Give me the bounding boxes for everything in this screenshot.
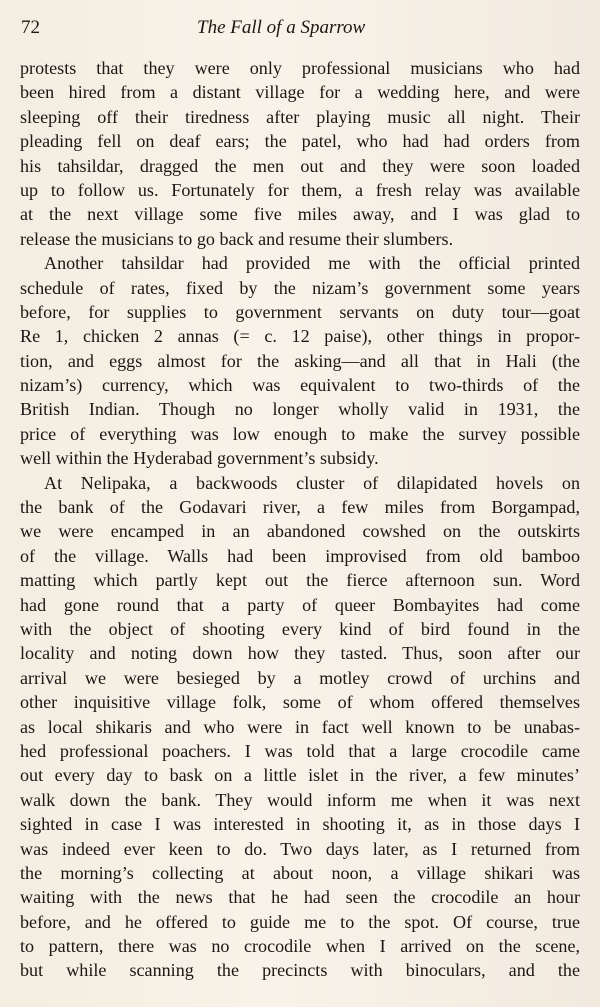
text-line-33: was indeed ever keen to do. Two days later, as I returned from: [20, 838, 580, 859]
text-line-5: his tahsildar, dragged the men out and they were soon loaded: [20, 155, 580, 176]
text-line-8: release the musicians to go back and resume their slumbers.: [20, 228, 454, 249]
text-line-1: protests that they were only professional musicians who had: [20, 58, 580, 78]
text-line-22: matting which partly kept out the fierce afternoon sun. Word: [20, 570, 580, 591]
body-text: [20, 56, 580, 983]
text-line-25: locality and noting down how they tasted. Thus, soon after our: [20, 643, 580, 664]
text-line-18: At Nelipaka, a backwoods cluster of dilapidated hovels on: [44, 472, 580, 493]
running-title: The Fall of a Sparrow: [197, 17, 366, 38]
text-line-31: walk down the bank. They would inform me when it was next: [20, 789, 580, 810]
text-line-3: sleeping off their tiredness after playing music all night. Their: [20, 106, 580, 127]
text-line-36: before, and he offered to guide me to the spot. Of course, true: [20, 911, 580, 932]
text-line-11: before, for supplies to government servants on duty tour—goat: [20, 301, 580, 322]
text-line-12: Re 1, chicken 2 annas (= c. 12 paise), other things in propor-: [20, 326, 580, 347]
text-line-24: with the object of shooting every kind of bird found in the: [20, 618, 580, 639]
text-line-26: arrival we were besieged by a motley crowd of urchins and: [20, 667, 580, 688]
text-line-6: up to follow us. Fortunately for them, a fresh relay was available: [20, 179, 580, 200]
text-line-13: tion, and eggs almost for the asking—and all that in Hali (the: [20, 350, 580, 371]
text-line-30: out every day to bask on a little islet in the river, a few minutes’: [20, 765, 580, 786]
text-line-9: Another tahsildar had provided me with the official printed: [44, 253, 580, 274]
page-header: [0, 14, 600, 42]
text-line-7: at the next village some five miles away, and I was glad to: [20, 204, 580, 225]
text-line-27: other inquisitive village folk, some of whom offered themselves: [20, 692, 580, 713]
text-line-34: the morning’s collecting at about noon, a village shikari was: [20, 862, 580, 883]
text-line-28: as local shikaris and who were in fact well known to be unabas-: [20, 716, 580, 737]
text-line-29: hed professional poachers. I was told that a large crocodile came: [20, 740, 580, 761]
text-line-15: British Indian. Though no longer wholly valid in 1931, the: [20, 399, 580, 420]
text-line-35: waiting with the news that he had seen the crocodile an hour: [20, 887, 580, 908]
text-line-38: but while scanning the precincts with binoculars, and the: [20, 960, 580, 981]
page-number: 72: [21, 17, 40, 38]
text-line-23: had gone round that a party of queer Bombayites had come: [20, 594, 580, 615]
text-line-2: been hired from a distant village for a wedding here, and were: [20, 82, 580, 103]
text-line-14: nizam’s) currency, which was equivalent to two-thirds of the: [20, 375, 580, 396]
text-line-19: the bank of the Godavari river, a few miles from Borgampad,: [20, 497, 580, 518]
text-line-17: well within the Hyderabad government’s subsidy.: [20, 448, 379, 469]
text-line-16: price of everything was low enough to make the survey possible: [20, 423, 580, 444]
text-line-37: to pattern, there was no crocodile when I arrived on the scene,: [20, 936, 580, 957]
text-line-10: schedule of rates, fixed by the nizam’s government some years: [20, 277, 580, 298]
text-line-4: pleading fell on deaf ears; the patel, who had had orders from: [20, 131, 580, 152]
text-line-21: of the village. Walls had been improvised from old bamboo: [20, 545, 580, 566]
text-line-20: we were encamped in an abandoned cowshed on the outskirts: [20, 521, 580, 542]
text-line-32: sighted in case I was interested in shooting it, as in those days I: [20, 814, 580, 835]
